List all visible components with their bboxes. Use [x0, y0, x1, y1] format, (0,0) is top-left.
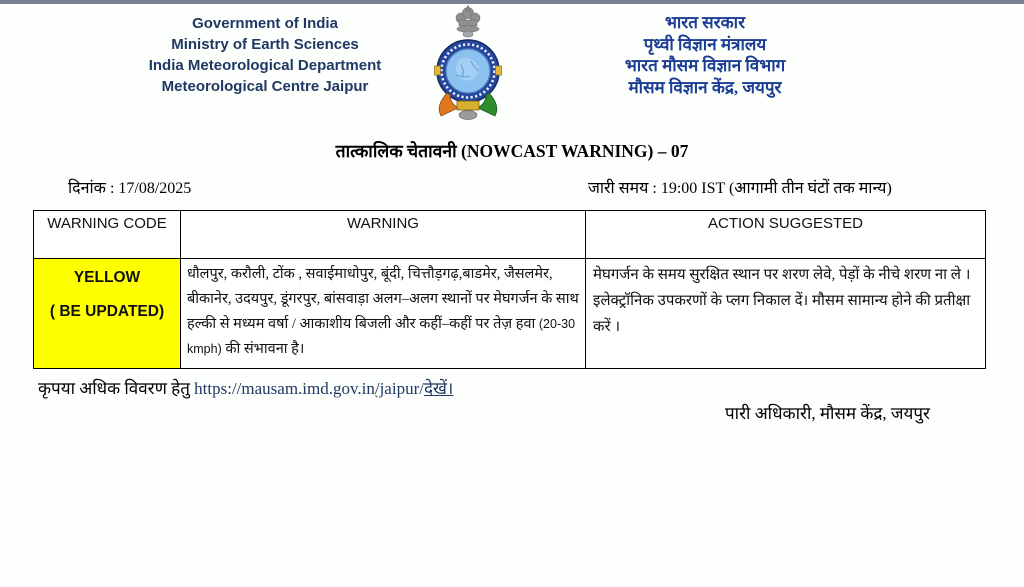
letterhead-line-centre: Meteorological Centre Jaipur [161, 78, 369, 95]
imd-emblem-logo [431, 5, 505, 122]
date-label: दिनांक : 17/08/2025 [68, 180, 192, 197]
more-info-suffix: देखें। [423, 379, 454, 398]
warning-text-part1: धौलपुर, करौली, टोंक , सवाईमाधोपुर, बूंदी, चित्तौड़गढ़,बाडमेर, जैसलमेर, बीकानेर, उदयपुर, डूंगरपुर, बांसवाड़ा अलग–अलग स्थानों पर मेघगर्जन के साथ हल्की से मध्यम वर्षा / आकाशीय बिजली और कहीं–कहीं पर तेज़ हवा [187, 266, 579, 332]
warning-code-value: YELLOW [73, 269, 141, 286]
letterhead-line-bharat-sarkar: भारत सरकार [664, 13, 746, 32]
warning-wind-speed: (20-30 kmph) [187, 317, 576, 356]
letterhead-english [95, 13, 435, 97]
issue-time-label: जारी समय : 19:00 IST (आगामी तीन घंटों तक मान्य) [588, 180, 892, 197]
action-suggested-cell: मेघगर्जन के समय सुरक्षित स्थान पर शरण लेवे, पेड़ों के नीचे शरण ना ले । इलेक्ट्रॉनिक उपकरणों के प्लग निकाल दें। मौसम सामान्य होने की प्रतीक्षा करें । [586, 259, 986, 369]
letterhead-line-govt: Government of India [192, 15, 338, 32]
more-info-line [38, 376, 453, 399]
warning-text-part2: की संभावना है। [221, 341, 305, 357]
header-warning-code: WARNING CODE [34, 211, 181, 259]
letterhead-line-kendra-jaipur: मौसम विज्ञान केंद्र, जयपुर [628, 77, 782, 97]
page-title: तात्कालिक चेतावनी (NOWCAST WARNING) – 07 [335, 141, 689, 161]
table-header-row [34, 211, 986, 259]
stray-mark: ` [374, 394, 379, 409]
header-action-suggested: ACTION SUGGESTED [586, 211, 986, 259]
letterhead-line-mausam-vibhag: भारत मौसम विज्ञान विभाग [624, 56, 786, 75]
letterhead-hindi [572, 12, 838, 98]
mausam-jaipur-link[interactable]: https://mausam.imd.gov.in/jaipur/ [194, 379, 424, 398]
nowcast-warning-table [33, 210, 986, 369]
more-info-prefix: कृपया अधिक विवरण हेतु [38, 379, 195, 398]
table-row [34, 259, 986, 369]
letterhead-line-prithvi-vigyan: पृथ्वी विज्ञान मंत्रालय [643, 34, 767, 54]
letterhead-line-ministry: Ministry of Earth Sciences [171, 36, 359, 53]
signature-officer: पारी अधिकारी, मौसम केंद्र, जयपुर [725, 404, 930, 423]
letterhead-line-department: India Meteorological Department [148, 57, 382, 74]
warning-text-cell [181, 259, 586, 369]
window-top-bar [0, 0, 1024, 4]
header-warning: WARNING [181, 211, 586, 259]
warning-code-note: ( BE UPDATED) [49, 303, 165, 320]
warning-code-cell [34, 259, 181, 369]
imd-emblem-icon [431, 5, 505, 122]
